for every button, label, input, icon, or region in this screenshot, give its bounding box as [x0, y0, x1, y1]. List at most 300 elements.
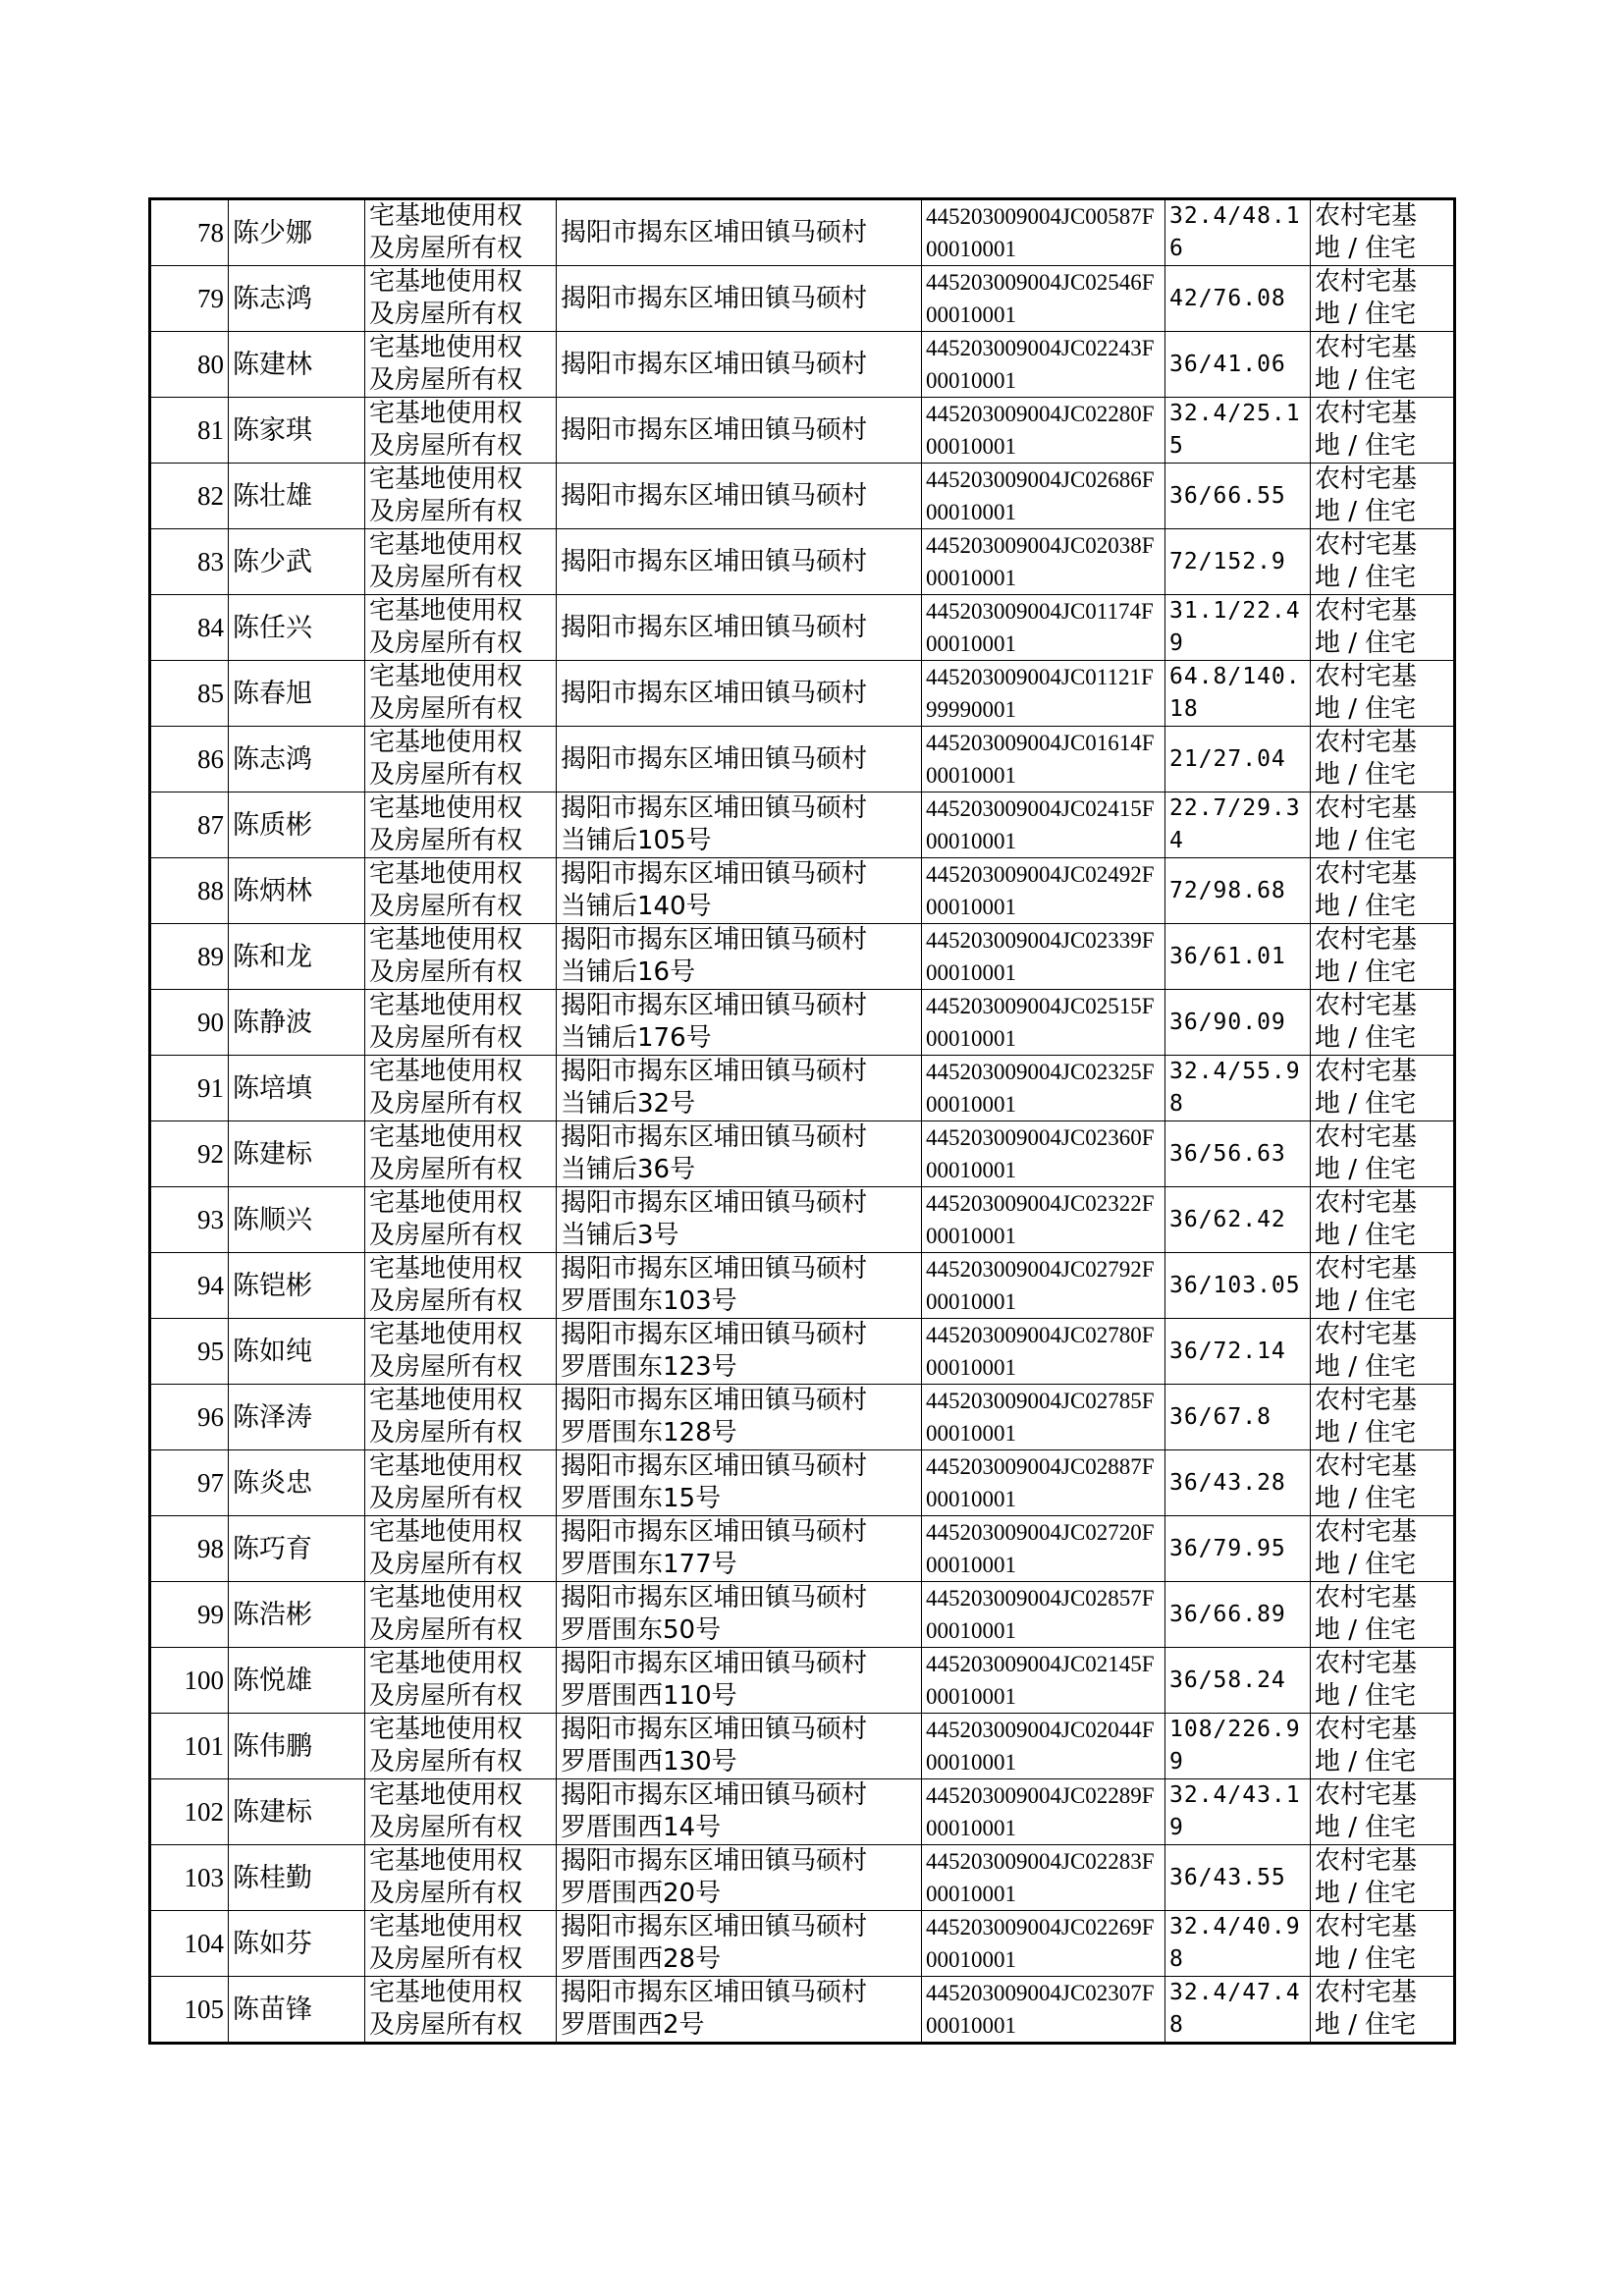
unit-code: 445203009004JC02360F00010001 [922, 1121, 1165, 1187]
row-index: 95 [150, 1319, 229, 1385]
right-type-line-1: 宅基地使用权 [369, 662, 523, 691]
right-type-line-2: 及房屋所有权 [369, 628, 523, 658]
unit-code: 445203009004JC02546F00010001 [922, 266, 1165, 332]
location-line-2: 当铺后176号 [561, 1023, 712, 1053]
right-type-line-2: 及房屋所有权 [369, 1418, 523, 1448]
unit-code: 445203009004JC02243F00010001 [922, 332, 1165, 398]
area-value: 36/62.42 [1165, 1187, 1311, 1253]
right-type-line-2: 及房屋所有权 [369, 300, 523, 329]
owner-name: 陈铠彬 [229, 1253, 365, 1319]
row-index: 91 [150, 1056, 229, 1121]
owner-name: 陈如纯 [229, 1319, 365, 1385]
location-line-2: 罗厝围东123号 [561, 1352, 737, 1382]
right-type-line-1: 宅基地使用权 [369, 1320, 523, 1349]
right-type-line-2: 及房屋所有权 [369, 365, 523, 395]
location [557, 1121, 922, 1187]
right-type-line-1: 宅基地使用权 [369, 530, 523, 560]
row-index: 101 [150, 1714, 229, 1779]
land-use-line-2: 地 / 住宅 [1315, 1944, 1417, 1974]
row-index: 100 [150, 1648, 229, 1714]
right-type [365, 332, 557, 398]
owner-name: 陈春旭 [229, 661, 365, 727]
row-index: 90 [150, 990, 229, 1056]
right-type [365, 1450, 557, 1516]
area-value: 36/66.55 [1165, 464, 1311, 529]
right-type-line-1: 宅基地使用权 [369, 1649, 523, 1678]
location-line-2: 罗厝围东177号 [561, 1550, 737, 1579]
table-row [150, 1516, 1455, 1582]
right-type-line-2: 及房屋所有权 [369, 957, 523, 987]
location-line-1: 揭阳市揭东区埔田镇马硕村 [561, 1057, 868, 1086]
location [557, 858, 922, 924]
location-line-1: 揭阳市揭东区埔田镇马硕村 [561, 1386, 868, 1415]
land-use-line-2: 地 / 住宅 [1315, 431, 1417, 461]
table-row [150, 1187, 1455, 1253]
right-type [365, 1648, 557, 1714]
land-use-line-2: 地 / 住宅 [1315, 760, 1417, 790]
land-use-line-1: 农村宅基 [1315, 1057, 1418, 1086]
right-type-line-1: 宅基地使用权 [369, 859, 523, 889]
table-row [150, 1911, 1455, 1977]
land-use-line-1: 农村宅基 [1315, 464, 1418, 494]
row-index: 103 [150, 1845, 229, 1911]
right-type [365, 1779, 557, 1845]
right-type-line-1: 宅基地使用权 [369, 1451, 523, 1481]
land-use-line-2: 地 / 住宅 [1315, 1089, 1417, 1119]
location-line-2: 罗厝围西14号 [561, 1813, 722, 1842]
location-line-1: 揭阳市揭东区埔田镇马硕村 [561, 793, 868, 823]
area-value: 32.4/40.98 [1165, 1911, 1311, 1977]
land-use-line-2: 地 / 住宅 [1315, 497, 1417, 526]
land-use [1311, 1648, 1455, 1714]
location [557, 266, 922, 332]
land-use-line-2: 地 / 住宅 [1315, 1352, 1417, 1382]
table-row [150, 1450, 1455, 1516]
right-type-line-1: 宅基地使用权 [369, 267, 523, 297]
row-index: 86 [150, 727, 229, 792]
right-type-line-1: 宅基地使用权 [369, 1517, 523, 1547]
owner-name: 陈壮雄 [229, 464, 365, 529]
right-type [365, 1121, 557, 1187]
table-row [150, 858, 1455, 924]
table-row [150, 1977, 1455, 2044]
land-use-line-2: 地 / 住宅 [1315, 1813, 1417, 1842]
location [557, 332, 922, 398]
land-use-line-2: 地 / 住宅 [1315, 892, 1417, 921]
row-index: 102 [150, 1779, 229, 1845]
location-line-1: 揭阳市揭东区埔田镇马硕村 [561, 1780, 868, 1810]
land-use-line-1: 农村宅基 [1315, 399, 1418, 428]
location [557, 529, 922, 595]
area-value: 31.1/22.49 [1165, 595, 1311, 661]
right-type-line-2: 及房屋所有权 [369, 1023, 523, 1053]
land-use-line-2: 地 / 住宅 [1315, 234, 1417, 263]
land-use-line-1: 农村宅基 [1315, 201, 1418, 231]
location-line-1: 揭阳市揭东区埔田镇马硕村 [561, 991, 868, 1020]
location-line-1: 揭阳市揭东区埔田镇马硕村 [561, 925, 868, 955]
right-type [365, 1977, 557, 2044]
table-row [150, 792, 1455, 858]
right-type-line-2: 及房屋所有权 [369, 1550, 523, 1579]
row-index: 105 [150, 1977, 229, 2044]
right-type [365, 595, 557, 661]
owner-name: 陈顺兴 [229, 1187, 365, 1253]
area-value: 32.4/47.48 [1165, 1977, 1311, 2044]
land-use-line-2: 地 / 住宅 [1315, 1221, 1417, 1250]
table-row [150, 1056, 1455, 1121]
table-row [150, 1779, 1455, 1845]
land-use-line-2: 地 / 住宅 [1315, 1615, 1417, 1645]
table-row [150, 1385, 1455, 1450]
right-type-line-2: 及房屋所有权 [369, 1813, 523, 1842]
unit-code: 445203009004JC00587F00010001 [922, 199, 1165, 266]
unit-code: 445203009004JC02283F00010001 [922, 1845, 1165, 1911]
location-line-2: 罗厝围西28号 [561, 1944, 722, 1974]
unit-code: 445203009004JC02339F00010001 [922, 924, 1165, 990]
right-type-line-2: 及房屋所有权 [369, 1286, 523, 1316]
land-use-line-1: 农村宅基 [1315, 530, 1418, 560]
table-row [150, 595, 1455, 661]
land-use-line-1: 农村宅基 [1315, 1583, 1418, 1612]
right-type-line-1: 宅基地使用权 [369, 596, 523, 626]
right-type [365, 990, 557, 1056]
right-type [365, 464, 557, 529]
land-use [1311, 1845, 1455, 1911]
right-type-line-2: 及房屋所有权 [369, 1484, 523, 1513]
land-use [1311, 1450, 1455, 1516]
owner-name: 陈桂勤 [229, 1845, 365, 1911]
area-value: 64.8/140.18 [1165, 661, 1311, 727]
table-row [150, 398, 1455, 464]
area-value: 36/90.09 [1165, 990, 1311, 1056]
row-index: 93 [150, 1187, 229, 1253]
location [557, 1582, 922, 1648]
land-use-line-2: 地 / 住宅 [1315, 1681, 1417, 1711]
table-row [150, 1845, 1455, 1911]
table-row [150, 1121, 1455, 1187]
location [557, 398, 922, 464]
land-use-line-1: 农村宅基 [1315, 1846, 1418, 1876]
area-value: 36/43.55 [1165, 1845, 1311, 1911]
unit-code: 445203009004JC02780F00010001 [922, 1319, 1165, 1385]
area-value: 36/79.95 [1165, 1516, 1311, 1582]
land-use-line-1: 农村宅基 [1315, 1188, 1418, 1218]
unit-code: 445203009004JC01174F00010001 [922, 595, 1165, 661]
land-use [1311, 1779, 1455, 1845]
land-use [1311, 595, 1455, 661]
location-line-2: 罗厝围东103号 [561, 1286, 737, 1316]
land-use-line-1: 农村宅基 [1315, 267, 1418, 297]
location-line-2: 当铺后3号 [561, 1221, 679, 1250]
location-line-1: 揭阳市揭东区埔田镇马硕村 [561, 859, 868, 889]
right-type-line-1: 宅基地使用权 [369, 201, 523, 231]
location [557, 727, 922, 792]
right-type-line-1: 宅基地使用权 [369, 925, 523, 955]
location [557, 199, 922, 266]
right-type-line-1: 宅基地使用权 [369, 1122, 523, 1152]
table-row [150, 464, 1455, 529]
land-use-line-2: 地 / 住宅 [1315, 957, 1417, 987]
land-use-line-2: 地 / 住宅 [1315, 1155, 1417, 1184]
right-type-line-1: 宅基地使用权 [369, 1057, 523, 1086]
location-line-1: 揭阳市揭东区埔田镇马硕村 [561, 1320, 868, 1349]
table-row [150, 266, 1455, 332]
owner-name: 陈少武 [229, 529, 365, 595]
right-type-line-1: 宅基地使用权 [369, 1846, 523, 1876]
location-line-1: 揭阳市揭东区埔田镇马硕村 [561, 678, 868, 708]
owner-name: 陈炎忠 [229, 1450, 365, 1516]
owner-name: 陈静波 [229, 990, 365, 1056]
right-type [365, 924, 557, 990]
area-value: 36/67.8 [1165, 1385, 1311, 1450]
right-type-line-2: 及房屋所有权 [369, 431, 523, 461]
location-line-2: 当铺后140号 [561, 892, 712, 921]
area-value: 36/66.89 [1165, 1582, 1311, 1648]
row-index: 82 [150, 464, 229, 529]
registry-body [150, 199, 1455, 2044]
land-use-line-1: 农村宅基 [1315, 925, 1418, 955]
land-use-line-1: 农村宅基 [1315, 991, 1418, 1020]
land-use [1311, 266, 1455, 332]
right-type-line-2: 及房屋所有权 [369, 497, 523, 526]
land-use [1311, 1911, 1455, 1977]
row-index: 98 [150, 1516, 229, 1582]
right-type [365, 1187, 557, 1253]
location-line-1: 揭阳市揭东区埔田镇马硕村 [561, 1649, 868, 1678]
location [557, 1187, 922, 1253]
right-type [365, 1845, 557, 1911]
location [557, 1385, 922, 1450]
unit-code: 445203009004JC02322F00010001 [922, 1187, 1165, 1253]
location-line-2: 当铺后105号 [561, 826, 712, 855]
location [557, 792, 922, 858]
row-index: 97 [150, 1450, 229, 1516]
row-index: 85 [150, 661, 229, 727]
area-value: 32.4/25.15 [1165, 398, 1311, 464]
land-use-line-1: 农村宅基 [1315, 1715, 1418, 1744]
location [557, 1319, 922, 1385]
location-line-1: 揭阳市揭东区埔田镇马硕村 [561, 1912, 868, 1941]
right-type-line-1: 宅基地使用权 [369, 1583, 523, 1612]
table-row [150, 924, 1455, 990]
location-line-1: 揭阳市揭东区埔田镇马硕村 [561, 546, 868, 576]
land-use-line-1: 农村宅基 [1315, 1451, 1418, 1481]
land-use [1311, 1056, 1455, 1121]
right-type-line-2: 及房屋所有权 [369, 1879, 523, 1908]
row-index: 104 [150, 1911, 229, 1977]
unit-code: 445203009004JC02686F00010001 [922, 464, 1165, 529]
owner-name: 陈家琪 [229, 398, 365, 464]
location [557, 1845, 922, 1911]
row-index: 88 [150, 858, 229, 924]
right-type-line-2: 及房屋所有权 [369, 1944, 523, 1974]
location-line-2: 罗厝围东15号 [561, 1484, 722, 1513]
row-index: 87 [150, 792, 229, 858]
land-use [1311, 1253, 1455, 1319]
area-value: 42/76.08 [1165, 266, 1311, 332]
row-index: 92 [150, 1121, 229, 1187]
right-type-line-1: 宅基地使用权 [369, 464, 523, 494]
owner-name: 陈建标 [229, 1121, 365, 1187]
right-type-line-2: 及房屋所有权 [369, 234, 523, 263]
land-use-line-2: 地 / 住宅 [1315, 563, 1417, 592]
land-use [1311, 858, 1455, 924]
location [557, 924, 922, 990]
location [557, 1977, 922, 2044]
table-row [150, 1582, 1455, 1648]
area-value: 32.4/48.16 [1165, 199, 1311, 266]
unit-code: 445203009004JC02044F00010001 [922, 1714, 1165, 1779]
row-index: 80 [150, 332, 229, 398]
location [557, 1516, 922, 1582]
land-use-line-1: 农村宅基 [1315, 1912, 1418, 1941]
location-line-1: 揭阳市揭东区埔田镇马硕村 [561, 349, 868, 379]
right-type-line-1: 宅基地使用权 [369, 1978, 523, 2007]
land-use [1311, 792, 1455, 858]
right-type-line-1: 宅基地使用权 [369, 399, 523, 428]
land-use [1311, 1319, 1455, 1385]
right-type [365, 199, 557, 266]
unit-code: 445203009004JC02515F00010001 [922, 990, 1165, 1056]
location [557, 1253, 922, 1319]
right-type [365, 1582, 557, 1648]
land-use-line-1: 农村宅基 [1315, 1978, 1418, 2007]
owner-name: 陈悦雄 [229, 1648, 365, 1714]
table-row [150, 1253, 1455, 1319]
location-line-2: 罗厝围西2号 [561, 2010, 705, 2040]
right-type [365, 529, 557, 595]
owner-name: 陈苗锋 [229, 1977, 365, 2044]
location [557, 990, 922, 1056]
land-use-line-1: 农村宅基 [1315, 728, 1418, 757]
area-value: 36/72.14 [1165, 1319, 1311, 1385]
land-use-line-2: 地 / 住宅 [1315, 1747, 1417, 1776]
location [557, 1056, 922, 1121]
right-type-line-1: 宅基地使用权 [369, 1386, 523, 1415]
right-type-line-1: 宅基地使用权 [369, 1188, 523, 1218]
unit-code: 445203009004JC02269F00010001 [922, 1911, 1165, 1977]
owner-name: 陈巧育 [229, 1516, 365, 1582]
right-type-line-1: 宅基地使用权 [369, 1715, 523, 1744]
owner-name: 陈如芬 [229, 1911, 365, 1977]
location [557, 1911, 922, 1977]
land-use-line-2: 地 / 住宅 [1315, 1286, 1417, 1316]
land-use-line-1: 农村宅基 [1315, 333, 1418, 362]
right-type [365, 792, 557, 858]
location-line-1: 揭阳市揭东区埔田镇马硕村 [561, 1188, 868, 1218]
right-type [365, 661, 557, 727]
location-line-1: 揭阳市揭东区埔田镇马硕村 [561, 743, 868, 774]
land-use [1311, 398, 1455, 464]
area-value: 32.4/55.98 [1165, 1056, 1311, 1121]
table-row [150, 1319, 1455, 1385]
right-type-line-1: 宅基地使用权 [369, 728, 523, 757]
table-row [150, 529, 1455, 595]
location-line-1: 揭阳市揭东区埔田镇马硕村 [561, 1254, 868, 1284]
right-type-line-1: 宅基地使用权 [369, 1254, 523, 1284]
area-value: 72/98.68 [1165, 858, 1311, 924]
land-use [1311, 1516, 1455, 1582]
location-line-1: 揭阳市揭东区埔田镇马硕村 [561, 217, 868, 247]
right-type-line-1: 宅基地使用权 [369, 333, 523, 362]
land-use-line-1: 农村宅基 [1315, 1517, 1418, 1547]
table-row [150, 199, 1455, 266]
table-row [150, 727, 1455, 792]
table-row [150, 990, 1455, 1056]
owner-name: 陈浩彬 [229, 1582, 365, 1648]
unit-code: 445203009004JC02792F00010001 [922, 1253, 1165, 1319]
owner-name: 陈建标 [229, 1779, 365, 1845]
land-use-line-2: 地 / 住宅 [1315, 365, 1417, 395]
right-type [365, 1714, 557, 1779]
land-use-line-1: 农村宅基 [1315, 1320, 1418, 1349]
land-use [1311, 990, 1455, 1056]
right-type [365, 1056, 557, 1121]
owner-name: 陈培填 [229, 1056, 365, 1121]
owner-name: 陈志鸿 [229, 266, 365, 332]
land-use [1311, 1714, 1455, 1779]
right-type-line-2: 及房屋所有权 [369, 694, 523, 724]
right-type-line-2: 及房屋所有权 [369, 826, 523, 855]
right-type [365, 1516, 557, 1582]
land-use [1311, 1187, 1455, 1253]
table-row [150, 1714, 1455, 1779]
unit-code: 445203009004JC02289F00010001 [922, 1779, 1165, 1845]
row-index: 81 [150, 398, 229, 464]
unit-code: 445203009004JC02492F00010001 [922, 858, 1165, 924]
row-index: 99 [150, 1582, 229, 1648]
location-line-1: 揭阳市揭东区埔田镇马硕村 [561, 414, 868, 445]
location [557, 595, 922, 661]
area-value: 36/61.01 [1165, 924, 1311, 990]
land-use-line-2: 地 / 住宅 [1315, 1023, 1417, 1053]
owner-name: 陈质彬 [229, 792, 365, 858]
right-type-line-2: 及房屋所有权 [369, 563, 523, 592]
right-type [365, 398, 557, 464]
land-use [1311, 529, 1455, 595]
location [557, 1450, 922, 1516]
right-type-line-1: 宅基地使用权 [369, 1912, 523, 1941]
right-type-line-1: 宅基地使用权 [369, 1780, 523, 1810]
unit-code: 445203009004JC02785F00010001 [922, 1385, 1165, 1450]
location-line-1: 揭阳市揭东区埔田镇马硕村 [561, 283, 868, 313]
location [557, 661, 922, 727]
right-type [365, 858, 557, 924]
location [557, 1648, 922, 1714]
location [557, 464, 922, 529]
right-type [365, 1385, 557, 1450]
right-type-line-1: 宅基地使用权 [369, 991, 523, 1020]
land-use [1311, 1977, 1455, 2044]
land-use [1311, 727, 1455, 792]
table-row [150, 332, 1455, 398]
land-use-line-2: 地 / 住宅 [1315, 1550, 1417, 1579]
row-index: 96 [150, 1385, 229, 1450]
row-index: 78 [150, 199, 229, 266]
unit-code: 445203009004JC02415F00010001 [922, 792, 1165, 858]
row-index: 94 [150, 1253, 229, 1319]
land-use-line-1: 农村宅基 [1315, 1649, 1418, 1678]
right-type-line-2: 及房屋所有权 [369, 1615, 523, 1645]
right-type-line-2: 及房屋所有权 [369, 1221, 523, 1250]
location-line-2: 罗厝围西110号 [561, 1681, 737, 1711]
right-type-line-2: 及房屋所有权 [369, 892, 523, 921]
row-index: 89 [150, 924, 229, 990]
location-line-1: 揭阳市揭东区埔田镇马硕村 [561, 1715, 868, 1744]
location-line-2: 罗厝围东128号 [561, 1418, 737, 1448]
right-type-line-2: 及房屋所有权 [369, 760, 523, 790]
area-value: 36/58.24 [1165, 1648, 1311, 1714]
